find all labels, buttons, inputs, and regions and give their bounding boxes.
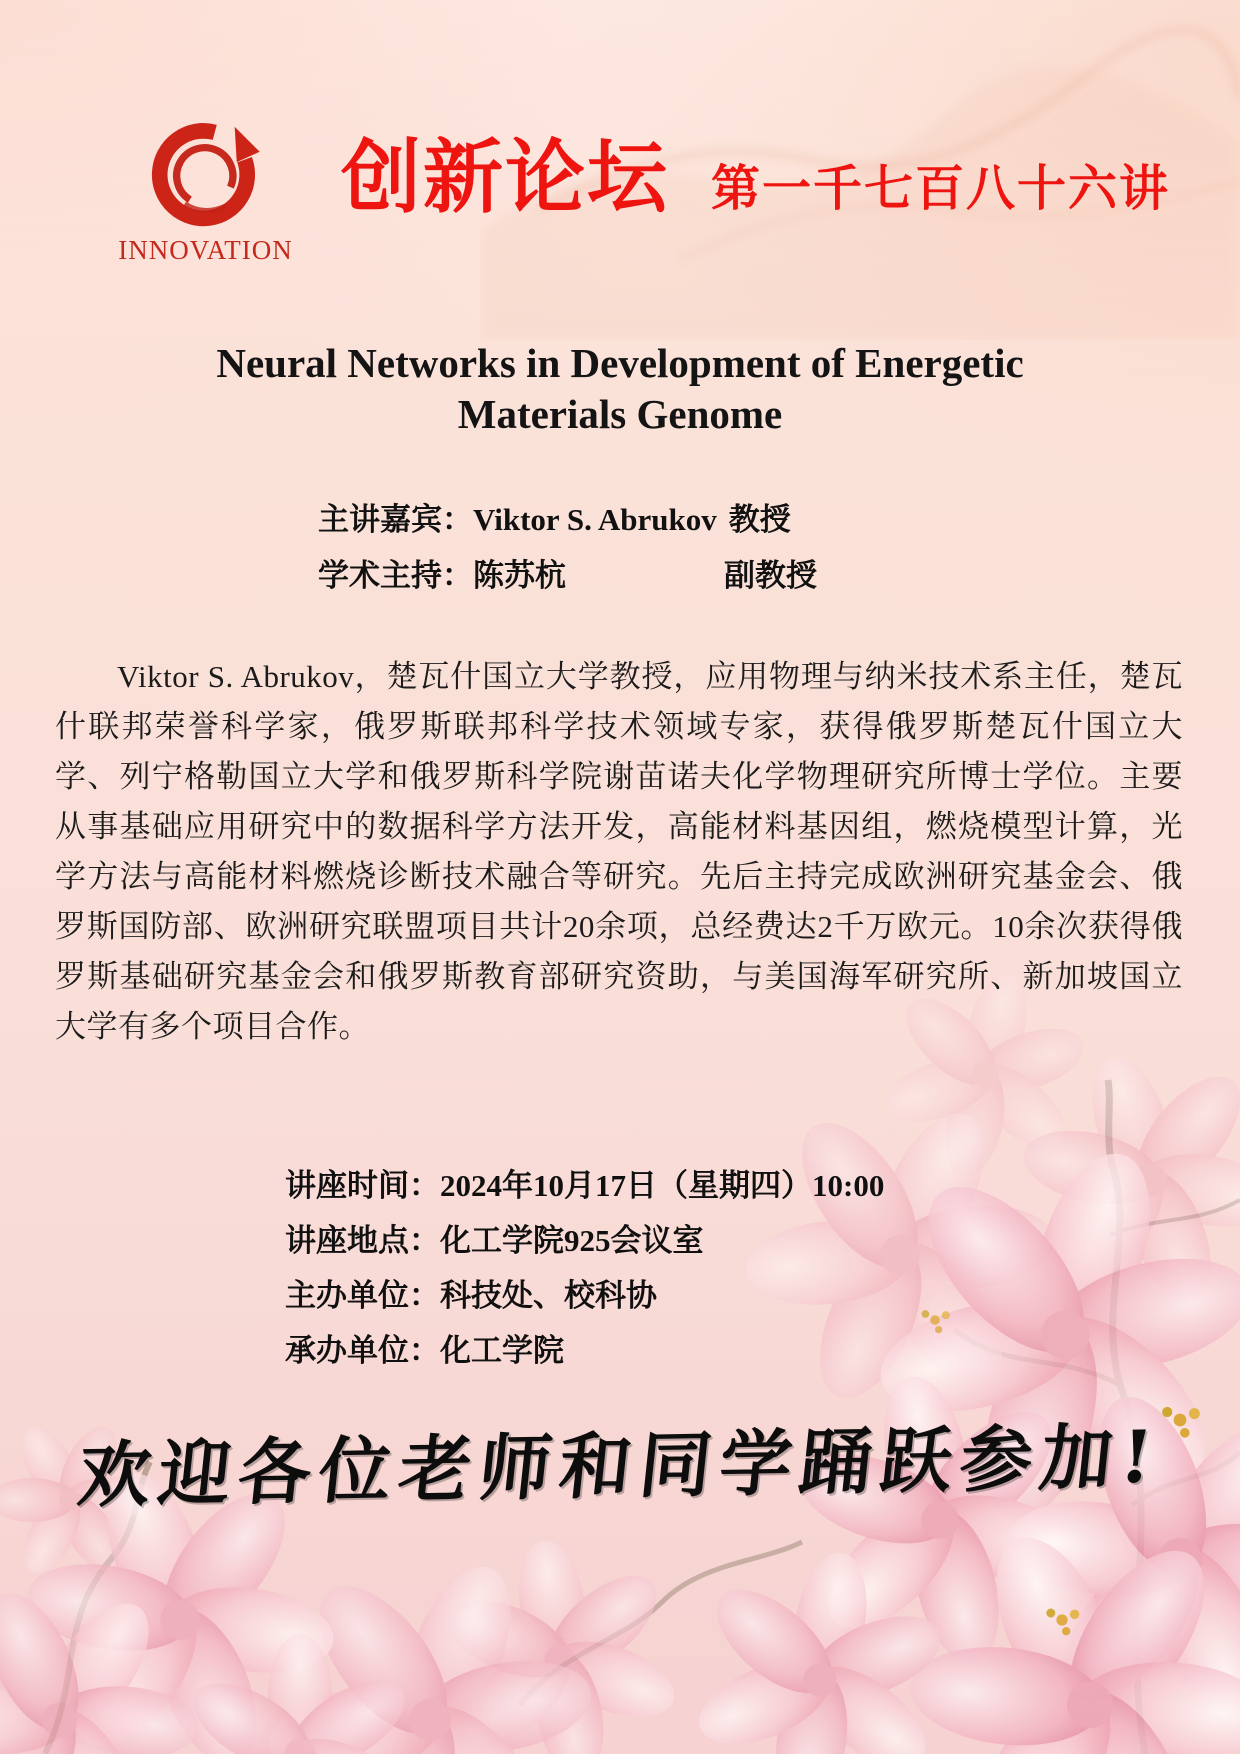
logo-swirl-icon <box>143 108 268 233</box>
host-name: 陈苏杭 <box>473 558 566 593</box>
lecture-details <box>285 1158 884 1378</box>
detail-location-label: 讲座地点： <box>285 1223 440 1258</box>
lecture-title <box>120 338 1120 441</box>
logo-text: INNOVATION <box>118 235 293 265</box>
header-titles <box>313 133 1171 222</box>
guest-title: 教授 <box>728 502 791 537</box>
welcome-calligraphy: 欢迎各位老师和同学踊跃参加! <box>74 1413 1165 1518</box>
detail-time-label: 讲座时间： <box>285 1168 440 1203</box>
speakers-block <box>318 492 817 604</box>
host-line <box>318 548 817 604</box>
innovation-logo <box>98 108 313 266</box>
lecture-title-line1: Neural Networks in Development of Energetic <box>216 340 1024 386</box>
header <box>98 108 1200 266</box>
detail-undertaker-label: 承办单位： <box>285 1333 440 1368</box>
detail-organizer-value: 科技处、校科协 <box>440 1278 657 1313</box>
host-label: 学术主持： <box>318 558 473 593</box>
forum-title: 创新论坛 <box>341 133 669 222</box>
detail-row-location <box>285 1213 884 1268</box>
detail-time-value: 2024年10月17日（星期四）10:00 <box>440 1168 885 1203</box>
detail-undertaker-value: 化工学院 <box>440 1333 564 1368</box>
guest-label: 主讲嘉宾： <box>318 502 473 537</box>
host-title: 副教授 <box>724 558 817 593</box>
speaker-bio: Viktor S. Abrukov，楚瓦什国立大学教授，应用物理与纳米技术系主任，楚瓦什联邦荣誉科学家，俄罗斯联邦科学技术领域专家，获得俄罗斯楚瓦什国立大学、列宁格勒国立大学和俄罗斯科学院谢苗诺夫化学物理研究所博士学位。主要从事基础应用研究中的数据科学方法开发，高能材料基因组，燃烧模型计算，光学方法与高能材料燃烧诊断技术融合等研究。先后主持完成欧洲研究基金会、俄罗斯国防部、欧洲研究联盟项目共计20余项，总经费达2千万欧元。10余次获得俄罗斯基础研究基金会和俄罗斯教育部研究资助，与美国海军研究所、新加坡国立大学有多个项目合作。 <box>55 659 1183 1044</box>
guest-name: Viktor S. Abrukov <box>473 502 717 537</box>
detail-row-organizer <box>285 1268 884 1323</box>
detail-row-undertaker <box>285 1323 884 1378</box>
lecture-number: 第一千七百八十六讲 <box>711 161 1171 216</box>
detail-organizer-label: 主办单位： <box>285 1278 440 1313</box>
lecture-title-line2: Materials Genome <box>457 391 783 438</box>
guest-speaker-line <box>318 492 817 548</box>
detail-location-value: 化工学院925会议室 <box>440 1223 704 1258</box>
detail-row-time <box>285 1158 884 1213</box>
